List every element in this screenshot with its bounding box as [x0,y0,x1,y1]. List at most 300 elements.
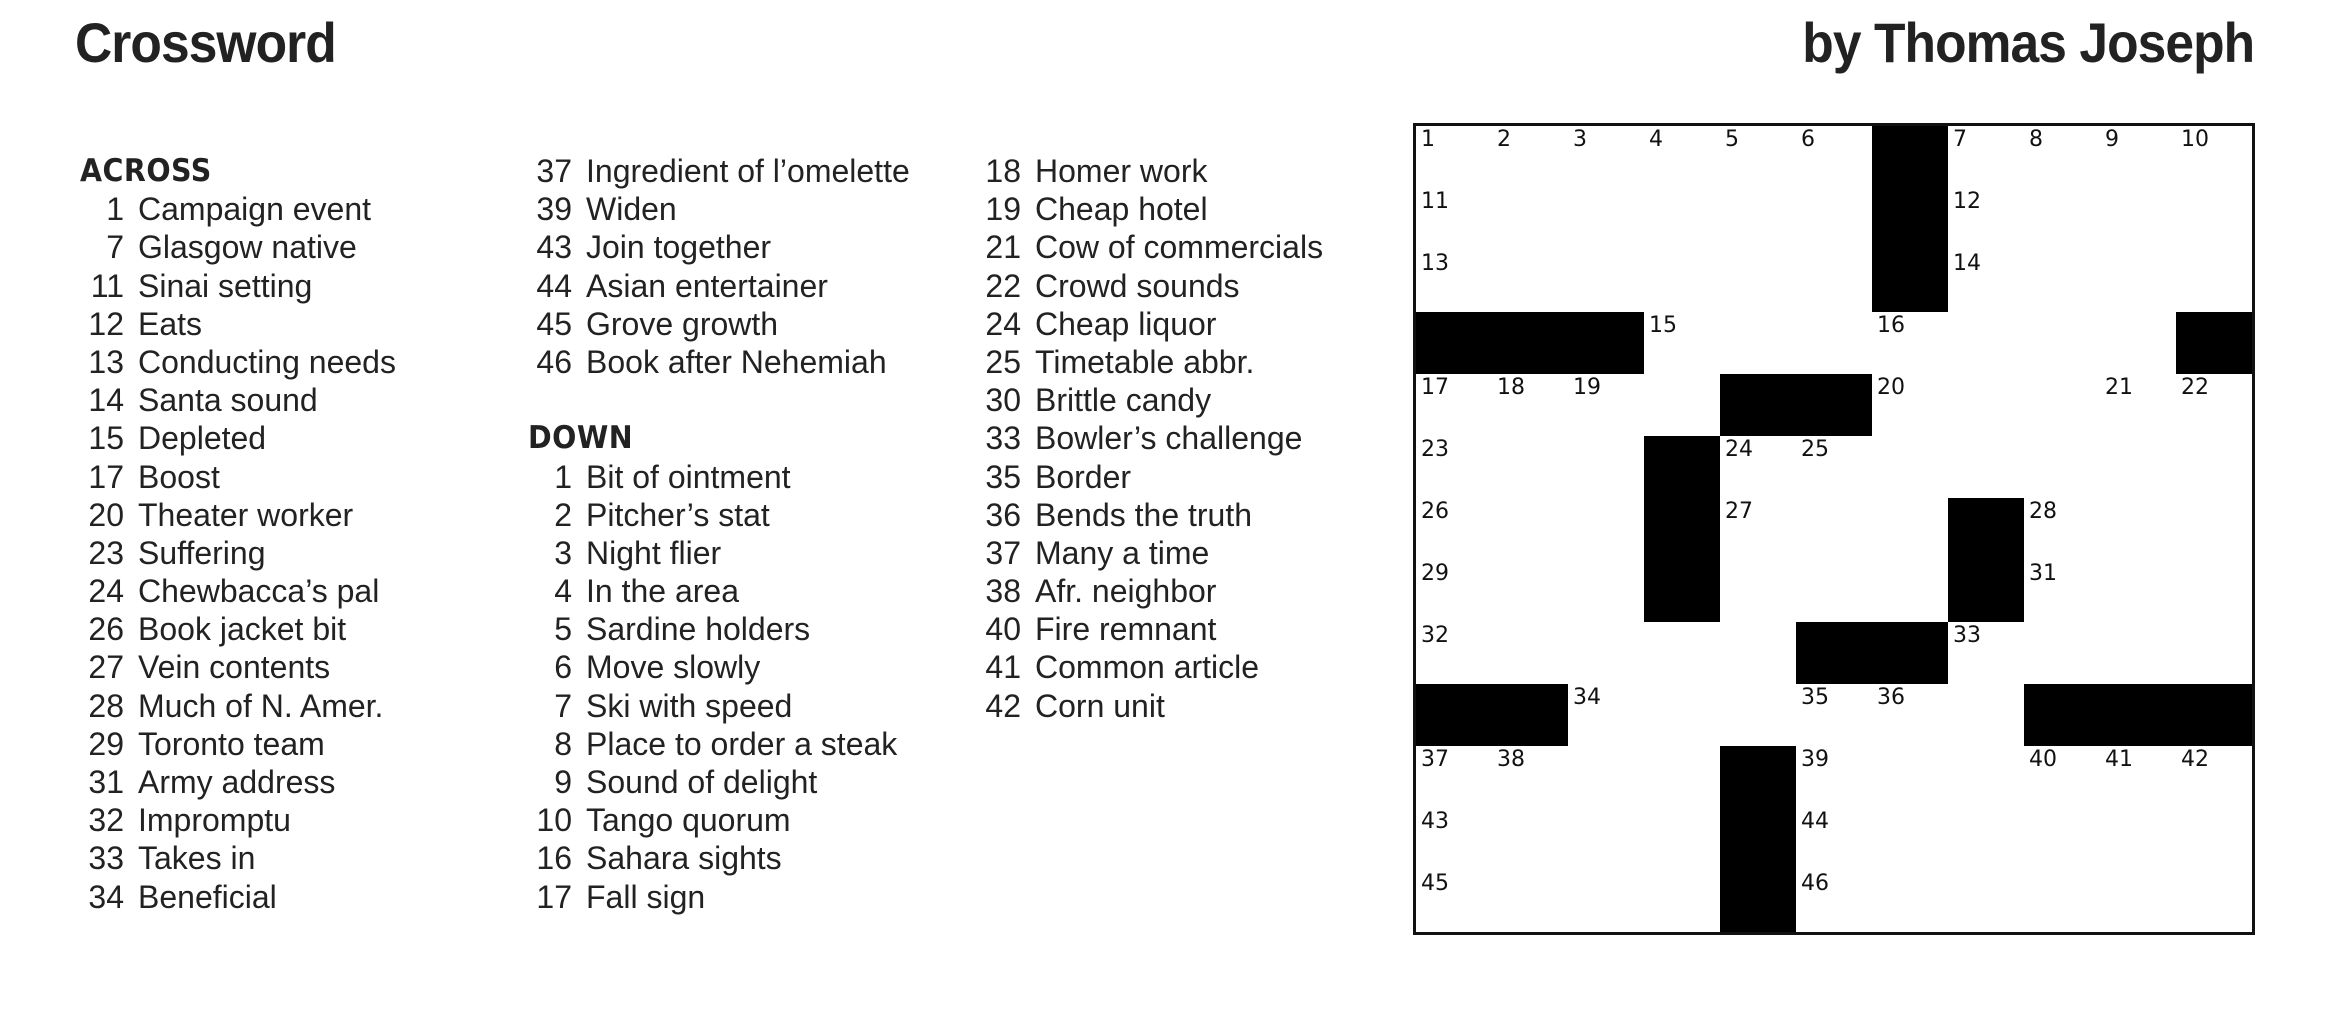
clue-number: 29 [88,725,124,762]
grid-cell[interactable] [1720,498,1797,561]
grid-cell[interactable] [1644,188,1721,251]
cell-number: 5 [1725,127,1739,152]
grid-cell[interactable] [2176,560,2252,623]
cell-number: 17 [1421,375,1449,400]
clue-down[interactable] [528,572,958,610]
clue-text: Campaign event [138,191,372,228]
grid-cell[interactable] [1568,126,1645,189]
black-square [1720,870,1797,932]
clue-text: Pitcher’s stat [586,496,770,533]
clue-text: Santa sound [138,382,318,419]
cell-number: 46 [1801,871,1829,896]
grid-cell[interactable] [1948,312,2025,375]
clue-text: Widen [586,191,677,228]
cell-number: 45 [1421,871,1449,896]
cell-number: 21 [2105,375,2133,400]
clue-number: 16 [536,840,572,877]
clue-down[interactable] [977,687,1377,725]
grid-cell[interactable] [1644,746,1721,809]
clue-number: 31 [88,764,124,800]
clue-text: Fall sign [586,878,706,915]
grid-cell[interactable] [2024,560,2101,623]
grid-cell[interactable] [1644,126,1721,189]
clue-text: Boost [138,458,220,495]
grid-cell[interactable] [1492,188,1569,251]
grid-cells [1416,126,2252,932]
grid-cell[interactable] [1492,870,1569,932]
clue-text: Border [1035,458,1132,495]
clue-number: 28 [88,687,124,724]
clue-down[interactable] [977,496,1377,534]
grid-cell[interactable] [1644,312,1721,375]
cell-number: 23 [1421,437,1449,462]
grid-cell[interactable] [1492,126,1569,189]
crossword-grid [1413,123,2255,935]
grid-cell[interactable] [1416,870,1493,932]
clue-number: 45 [536,305,572,342]
grid-cell[interactable] [1948,684,2025,747]
clue-down[interactable] [977,228,1377,266]
clue-text: Afr. neighbor [1035,573,1217,610]
cell-number: 38 [1497,747,1525,772]
clue-across[interactable] [80,381,500,419]
grid-cell[interactable] [1416,498,1493,561]
clue-text: Cheap liquor [1035,305,1217,342]
grid-cell[interactable] [1720,684,1797,747]
clue-down[interactable] [977,152,1377,190]
grid-cell[interactable] [2100,436,2177,499]
clue-text: Glasgow native [138,229,357,266]
grid-cell[interactable] [1720,436,1797,499]
cell-number: 41 [2105,747,2133,772]
clue-down[interactable] [528,801,958,839]
grid-cell[interactable] [2176,374,2252,437]
grid-cell[interactable] [1872,560,1949,623]
grid-cell[interactable] [1416,560,1493,623]
clue-column-1 [80,152,500,916]
grid-cell[interactable] [1416,436,1493,499]
grid-cell[interactable] [1720,250,1797,313]
black-square [1872,126,1949,189]
clue-number: 7 [106,229,124,266]
clue-across[interactable] [80,610,500,648]
grid-cell[interactable] [1568,374,1645,437]
clue-across[interactable] [528,343,958,381]
cell-number: 11 [1421,189,1449,214]
clue-number: 43 [536,229,572,266]
clue-text: Join together [586,229,772,266]
cell-number: 19 [1573,375,1601,400]
black-square [1416,312,1493,375]
clue-text: Crowd sounds [1035,267,1240,304]
clue-text: Cheap hotel [1035,191,1208,228]
clue-down[interactable] [977,419,1377,457]
clue-across[interactable] [80,801,500,839]
grid-cell[interactable] [1492,436,1569,499]
grid-cell[interactable] [1720,560,1797,623]
cell-number: 34 [1573,685,1601,710]
clue-down[interactable] [977,190,1377,228]
grid-cell[interactable] [1872,436,1949,499]
grid-cell[interactable] [1644,374,1721,437]
clue-across[interactable] [528,152,958,190]
grid-cell[interactable] [1492,746,1569,809]
clue-text: Beneficial [138,878,277,915]
clue-across[interactable] [80,419,500,457]
grid-cell[interactable] [2100,374,2177,437]
grid-cell[interactable] [2024,126,2101,189]
grid-cell[interactable] [1568,250,1645,313]
grid-cell[interactable] [1796,312,1873,375]
clue-text: Sardine holders [586,611,811,648]
grid-cell[interactable] [2024,188,2101,251]
grid-cell[interactable] [1872,312,1949,375]
clue-number: 7 [554,687,572,724]
black-square [1720,808,1797,871]
grid-cell[interactable] [1796,808,1873,871]
grid-cell[interactable] [1568,746,1645,809]
clue-text: Move slowly [586,649,761,686]
black-square [1796,374,1873,437]
cell-number: 13 [1421,251,1449,276]
clue-down[interactable] [528,878,958,916]
grid-cell[interactable] [2100,498,2177,561]
clue-number: 32 [88,802,124,839]
clue-number: 21 [985,229,1021,266]
clue-number: 37 [985,534,1021,571]
grid-cell[interactable] [1948,188,2025,251]
clue-down[interactable] [977,572,1377,610]
black-square [1492,684,1569,747]
grid-cell[interactable] [1644,684,1721,747]
cell-number: 10 [2181,127,2209,152]
grid-cell[interactable] [1948,374,2025,437]
clue-down[interactable] [528,687,958,725]
clue-text: Bends the truth [1035,496,1253,533]
clue-number: 27 [88,649,124,686]
clue-number: 5 [554,611,572,648]
clue-number: 35 [985,458,1021,495]
grid-cell[interactable] [2100,250,2177,313]
cell-number: 36 [1877,685,1905,710]
clue-across[interactable] [80,343,500,381]
clue-across[interactable] [80,839,500,877]
grid-cell[interactable] [1948,808,2025,871]
clue-number: 44 [536,267,572,304]
grid-cell[interactable] [1644,870,1721,932]
grid-cell[interactable] [1948,622,2025,685]
clue-text: Bit of ointment [586,458,791,495]
clue-number: 24 [88,573,124,610]
clue-number: 10 [536,802,572,839]
grid-cell[interactable] [1568,560,1645,623]
grid-cell[interactable] [1568,684,1645,747]
clue-number: 40 [985,611,1021,648]
cell-number: 14 [1953,251,1981,276]
section-gap [528,381,958,419]
clue-down[interactable] [528,534,958,572]
clue-text: Sinai setting [138,267,313,304]
clue-down[interactable] [528,458,958,496]
grid-cell[interactable] [1796,870,1873,932]
clue-text: Ski with speed [586,687,793,724]
grid-cell[interactable] [2176,188,2252,251]
grid-cell[interactable] [1872,808,1949,871]
cell-number: 7 [1953,127,1967,152]
clue-text: Homer work [1035,153,1208,189]
clue-number: 6 [554,649,572,686]
black-square [1644,498,1721,561]
black-square [1872,622,1949,685]
grid-cell[interactable] [1720,622,1797,685]
clue-text: Many a time [1035,534,1210,571]
grid-cell[interactable] [2100,622,2177,685]
grid-cell[interactable] [1416,746,1493,809]
cell-number: 9 [2105,127,2119,152]
grid-cell[interactable] [2100,188,2177,251]
grid-cell[interactable] [2024,870,2101,932]
grid-cell[interactable] [1872,684,1949,747]
clue-down[interactable] [528,648,958,686]
clue-down[interactable] [977,305,1377,343]
black-square [1568,312,1645,375]
clue-text: Corn unit [1035,687,1165,724]
clue-number: 17 [536,878,572,915]
clue-number: 36 [985,496,1021,533]
clue-number: 24 [985,305,1021,342]
grid-cell[interactable] [1568,188,1645,251]
black-square [1492,312,1569,375]
clue-across[interactable] [528,267,958,305]
grid-cell[interactable] [1796,250,1873,313]
clue-across[interactable] [80,305,500,343]
grid-cell[interactable] [1872,870,1949,932]
grid-cell[interactable] [2100,746,2177,809]
grid-cell[interactable] [1568,622,1645,685]
grid-cell[interactable] [1720,312,1797,375]
grid-cell[interactable] [1948,436,2025,499]
clue-across[interactable] [80,878,500,916]
clue-across[interactable] [528,305,958,343]
grid-cell[interactable] [1416,808,1493,871]
grid-cell[interactable] [1796,498,1873,561]
grid-cell[interactable] [1948,746,2025,809]
grid-cell[interactable] [1644,250,1721,313]
grid-cell[interactable] [1796,560,1873,623]
clue-number: 13 [88,343,124,380]
grid-cell[interactable] [1796,684,1873,747]
clue-down[interactable] [977,610,1377,648]
grid-cell[interactable] [1416,374,1493,437]
cell-number: 12 [1953,189,1981,214]
clue-text: Suffering [138,534,266,571]
clue-text: Tango quorum [586,802,791,839]
cell-number: 44 [1801,809,1829,834]
grid-cell[interactable] [2176,498,2252,561]
grid-cell[interactable] [1948,870,2025,932]
puzzle-title: Crossword [75,11,336,74]
grid-cell[interactable] [1948,250,2025,313]
grid-cell[interactable] [1872,498,1949,561]
clue-down[interactable] [977,648,1377,686]
grid-cell[interactable] [1492,622,1569,685]
grid-cell[interactable] [2024,622,2101,685]
clue-across[interactable] [80,572,500,610]
clue-number: 4 [554,573,572,610]
grid-cell[interactable] [2176,436,2252,499]
grid-cell[interactable] [1492,250,1569,313]
cell-number: 42 [2181,747,2209,772]
clue-number: 19 [985,191,1021,228]
cell-number: 16 [1877,313,1905,338]
grid-cell[interactable] [2100,560,2177,623]
puzzle-byline: by Thomas Joseph [1802,11,2254,74]
grid-cell[interactable] [1948,126,2025,189]
grid-cell[interactable] [2024,312,2101,375]
black-square [1948,560,2025,623]
grid-cell[interactable] [1568,808,1645,871]
clue-down[interactable] [528,763,958,801]
clue-number: 46 [536,343,572,380]
clue-down[interactable] [528,610,958,648]
black-square [1720,746,1797,809]
clue-across[interactable] [80,496,500,534]
grid-cell[interactable] [1720,126,1797,189]
grid-cell[interactable] [2100,126,2177,189]
grid-cell[interactable] [1416,188,1493,251]
grid-cell[interactable] [1568,436,1645,499]
clue-across[interactable] [80,228,500,266]
clue-across[interactable] [80,763,500,801]
clue-number: 41 [985,649,1021,686]
clue-text: Army address [138,764,336,800]
clue-across[interactable] [528,228,958,266]
clue-number: 22 [985,267,1021,304]
grid-cell[interactable] [2024,808,2101,871]
grid-cell[interactable] [1416,622,1493,685]
grid-cell[interactable] [1796,436,1873,499]
clue-down[interactable] [977,458,1377,496]
clue-across[interactable] [80,190,500,228]
clue-number: 15 [88,420,124,457]
clue-across[interactable] [528,190,958,228]
clue-number: 1 [106,191,124,228]
clue-down[interactable] [528,725,958,763]
grid-cell[interactable] [2176,622,2252,685]
black-square [1796,622,1873,685]
grid-cell[interactable] [1492,808,1569,871]
clue-down[interactable] [977,534,1377,572]
grid-cell[interactable] [2176,746,2252,809]
clue-across[interactable] [80,267,500,305]
grid-cell[interactable] [2100,808,2177,871]
clue-down[interactable] [977,267,1377,305]
black-square [2024,684,2101,747]
cell-number: 29 [1421,561,1449,586]
grid-cell[interactable] [1568,498,1645,561]
clue-text: Sahara sights [586,840,782,877]
clue-number: 30 [985,382,1021,419]
clue-down[interactable] [977,343,1377,381]
cell-number: 26 [1421,499,1449,524]
clue-down[interactable] [528,496,958,534]
grid-cell[interactable] [1644,622,1721,685]
grid-cell[interactable] [1644,808,1721,871]
cell-number: 20 [1877,375,1905,400]
clue-number: 18 [985,153,1021,189]
clue-down[interactable] [977,381,1377,419]
grid-cell[interactable] [1568,870,1645,932]
grid-cell[interactable] [1492,374,1569,437]
clue-down[interactable] [528,839,958,877]
clue-text: Cow of commercials [1035,229,1324,266]
black-square [1416,684,1493,747]
grid-cell[interactable] [2024,250,2101,313]
clue-across[interactable] [80,534,500,572]
grid-cell[interactable] [1416,250,1493,313]
cell-number: 31 [2029,561,2057,586]
grid-cell[interactable] [2024,498,2101,561]
clue-text: Depleted [138,420,267,457]
cell-number: 28 [2029,499,2057,524]
grid-cell[interactable] [2100,312,2177,375]
grid-cell[interactable] [1872,374,1949,437]
grid-cell[interactable] [1492,560,1569,623]
clue-text: Book after Nehemiah [586,343,887,380]
clue-across[interactable] [80,458,500,496]
grid-cell[interactable] [2176,126,2252,189]
clue-number: 11 [90,267,124,304]
clue-text: Vein contents [138,649,331,686]
grid-cell[interactable] [2024,436,2101,499]
grid-cell[interactable] [1872,746,1949,809]
cell-number: 3 [1573,127,1587,152]
clue-number: 37 [536,153,572,189]
grid-cell[interactable] [2100,870,2177,932]
clue-across[interactable] [80,725,500,763]
clue-across[interactable] [80,648,500,686]
black-square [1644,436,1721,499]
clue-across[interactable] [80,687,500,725]
grid-cell[interactable] [2176,808,2252,871]
grid-cell[interactable] [1796,746,1873,809]
cell-number: 8 [2029,127,2043,152]
clue-column-2 [528,152,958,916]
grid-cell[interactable] [1492,498,1569,561]
grid-cell[interactable] [2176,250,2252,313]
cell-number: 33 [1953,623,1981,648]
black-square [2100,684,2177,747]
grid-cell[interactable] [2176,870,2252,932]
cell-number: 4 [1649,127,1663,152]
grid-cell[interactable] [1416,126,1493,189]
grid-cell[interactable] [1796,126,1873,189]
clue-number: 17 [88,458,124,495]
clue-text: Impromptu [138,802,291,839]
clue-text: Asian entertainer [586,267,828,304]
cell-number: 39 [1801,747,1829,772]
clue-column-3 [977,152,1377,725]
grid-cell[interactable] [1796,188,1873,251]
clue-number: 33 [985,420,1021,457]
grid-cell[interactable] [1720,188,1797,251]
clue-text: Night flier [586,534,722,571]
clue-text: Timetable abbr. [1035,343,1255,380]
grid-cell[interactable] [2024,374,2101,437]
clue-text: Takes in [138,840,256,877]
clue-number: 38 [985,573,1021,610]
grid-cell[interactable] [2024,746,2101,809]
